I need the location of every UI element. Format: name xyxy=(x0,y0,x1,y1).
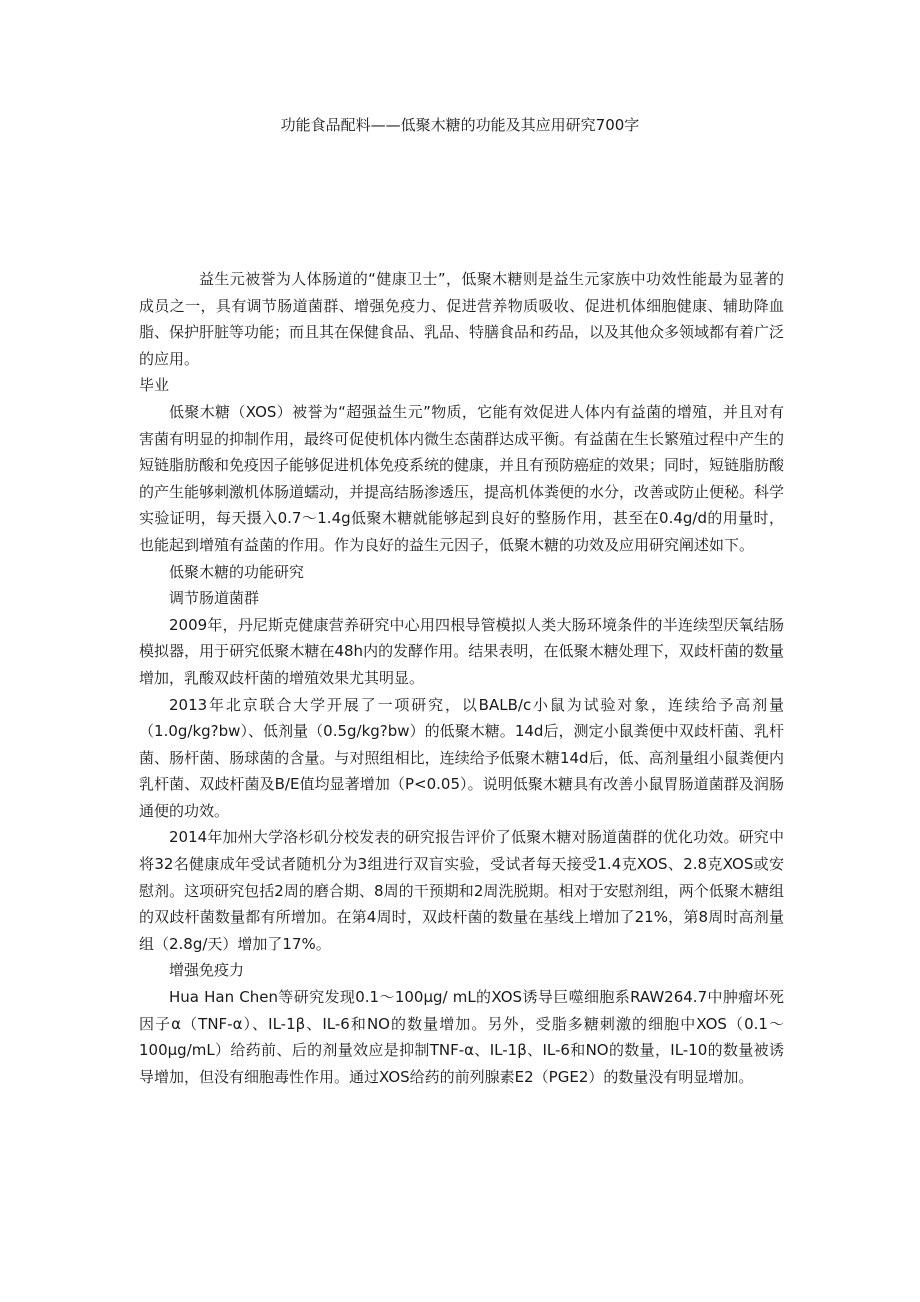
paragraph-immunity-study: Hua Han Chen等研究发现0.1～100μg/ mL的XOS诱导巨噬细胞系RAW264.7中肿瘤坏死因子α（TNF-α）、IL-1β、IL-6和NO的数量增加。另外，受脂多糖刺激的细胞中XOS（0.1～100μg/mL）给药前、后的剂量效应是抑制TNF-α、IL-1β、IL-6和NO的数量，IL-10的数量被诱导增加，但没有细胞毒性作用。通过XOS给药的前列腺素E2（PGE2）的数量没有明显增加。 xyxy=(139,988,784,1086)
subsection-heading-gut-flora: 调节肠道菌群 xyxy=(169,589,260,608)
xos-overview-paragraph: 低聚木糖（XOS）被誉为“超强益生元”物质，它能有效促进人体内有益菌的增殖，并且对有害菌有明显的抑制作用，最终可促使机体内微生态菌群达成平衡。有益菌在生长繁殖过程中产生的短链脂肪酸和免疫因子能够促进机体免疫系统的健康，并且有预防癌症的效果；同时，短链脂肪酸的产生能够刺激机体肠道蠕动，并提高结肠渗透压，提高机体粪便的水分，改善或防止便秘。科学实验证明，每天摄入0.7～1.4g低聚木糖就能够起到良好的整肠作用，甚至在0.4g/d的用量时，也能起到增殖有益菌的作用。作为良好的益生元因子，低聚木糖的功效及应用研究阐述如下。 xyxy=(139,402,785,554)
paragraph-2009-study: 2009年，丹尼斯克健康营养研究中心用四根导管模拟人类大肠环境条件的半连续型厌氧结肠模拟器，用于研究低聚木糖在48h内的发酵作用。结果表明，在低聚木糖处理下，双歧杆菌的数量增加，乳酸双歧杆菌的增殖效果尤其明显。 xyxy=(139,615,784,687)
intro-paragraph: 益生元被誉为人体肠道的“健康卫士”，低聚木糖则是益生元家族中功效性能最为显著的成员之一，具有调节肠道菌群、增强免疫力、促进营养物质吸收、促进机体细胞健康、辅助降血脂、保护肝脏等功能；而且其在保健食品、乳品、特膳食品和药品，以及其他众多领域都有着广泛的应用。 xyxy=(139,270,785,368)
paragraph-2014-study: 2014年加州大学洛杉矶分校发表的研究报告评价了低聚木糖对肠道菌群的优化功效。研究中将32名健康成年受试者随机分为3组进行双盲实验，受试者每天接受1.4克XOS、2.8克XOS或安慰剂。这项研究包括2周的磨合期、8周的干预期和2周洗脱期。相对于安慰剂组，两个低聚木糖组的双歧杆菌数量都有所增加。在第4周时，双歧杆菌的数量在基线上增加了21%，第8周时高剂量组（2.8g/天）增加了17%。 xyxy=(139,828,784,953)
section-heading-function: 低聚木糖的功能研究 xyxy=(169,562,305,581)
document-body xyxy=(139,266,784,1090)
paragraph-2013-study: 2013年北京联合大学开展了一项研究，以BALB/c小鼠为试验对象，连续给予高剂量（1.0g/kg?bw）、低剂量（0.5g/kg?bw）的低聚木糖。14d后，测定小鼠粪便中双歧杆菌、乳杆菌、肠杆菌、肠球菌的含量。与对照组相比，连续给予低聚木糖14d后，低、高剂量组小鼠粪便内乳杆菌、双歧杆菌及B/E值均显著增加（P<0.05）。说明低聚木糖具有改善小鼠胃肠道菌群及润肠通便的功效。 xyxy=(139,695,784,820)
document-title: 功能食品配料——低聚木糖的功能及其应用研究700字 xyxy=(280,116,640,134)
subsection-heading-immunity: 增强免疫力 xyxy=(169,961,245,980)
section-label-biye: 毕业 xyxy=(139,376,170,395)
